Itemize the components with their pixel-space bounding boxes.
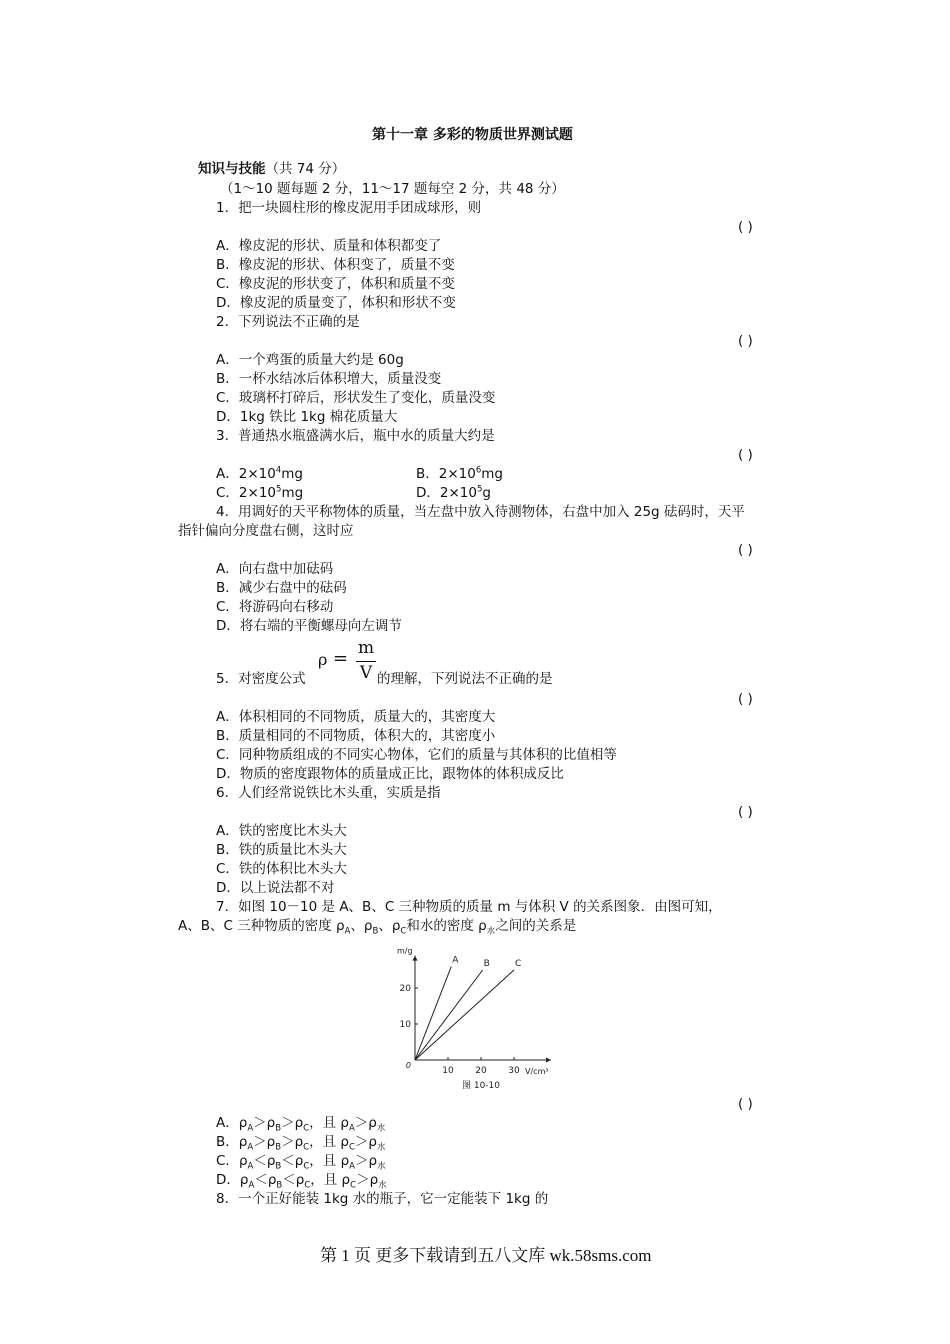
question-4-stem: 4．用调好的天平称物体的质量，当左盘中放入待测物体，右盘中加入 25g 砝码时，天平 (216, 504, 745, 520)
q7c-sub2: B (275, 1161, 282, 1172)
q6-option-c: C．铁的体积比木头大 (216, 861, 347, 877)
q7d-sub1: A (248, 1180, 255, 1191)
question-5-stem-post: 的理解，下列说法不正确的是 (377, 671, 553, 687)
question-4-stem-cont: 指针偏向分度盘右侧，这时应 (178, 523, 354, 539)
q7-sub-water: 水 (486, 926, 496, 937)
q7-option-b (216, 1133, 386, 1152)
q5-option-c: C．同种物质组成的不同实心物体，它们的质量与其体积的比值相等 (216, 747, 617, 763)
section-note: （1～10 题每题 2 分，11～17 题每空 2 分，共 48 分） (220, 181, 565, 197)
q1-option-b: B．橡皮泥的形状、体积变了，质量不变 (216, 257, 455, 273)
q2-option-c: C．玻璃杯打碎后，形状发生了变化，质量没变 (216, 390, 496, 406)
q7a-rho2: ρ (266, 1115, 276, 1131)
density-symbol: ρ (318, 650, 328, 669)
q3-d-unit: g (482, 485, 491, 501)
answer-bracket[interactable]: ( ) (738, 542, 753, 558)
q7d-letter: D． (216, 1172, 240, 1188)
series-label-a: A (452, 955, 459, 966)
q7c-letter: C． (216, 1153, 239, 1169)
x-axis-arrow (546, 1058, 551, 1063)
q7b-sub4: C (348, 1142, 355, 1153)
q7a-rho: ρ (238, 1115, 248, 1131)
q7d-op3: ＞ (356, 1172, 370, 1188)
q7d-rho5: ρ (369, 1172, 379, 1188)
question-7-stem: 7．如图 10－10 是 A、B、C 三种物质的质量 m 与体积 V 的关系图象．由图可知， (216, 899, 722, 915)
q7-sub-b: B (372, 926, 379, 937)
q7a-op3: ＞ (354, 1115, 369, 1131)
q7d-and: ，且 ρ (310, 1172, 351, 1188)
q7-sep-1: 、ρ (350, 918, 373, 934)
q7a-letter: A． (216, 1115, 239, 1131)
q3-a-unit: mg (281, 466, 303, 482)
q7b-rho: ρ (238, 1134, 248, 1150)
q1-option-d: D．橡皮泥的质量变了，体积和形状不变 (216, 295, 456, 311)
section-heading-label: 知识与技能 (198, 161, 266, 177)
q7a-sub2: B (275, 1123, 282, 1134)
series-line-c (415, 970, 514, 1060)
q7b-sub3: C (303, 1142, 310, 1153)
q1-option-a: A．橡皮泥的形状、质量和体积都变了 (216, 238, 442, 254)
question-8-stem: 8．一个正好能装 1kg 水的瓶子，它一定能装下 1kg 的 (216, 1191, 549, 1207)
q7a-and: ，且 ρ (309, 1115, 349, 1131)
q2-option-d: D．1kg 铁比 1kg 棉花质量大 (216, 409, 398, 425)
answer-bracket[interactable]: ( ) (738, 691, 753, 707)
q3-c-base: C．2×10 (216, 485, 277, 501)
q7a-sub4: A (348, 1123, 355, 1134)
answer-bracket[interactable]: ( ) (738, 219, 753, 235)
q3-b-unit: mg (481, 466, 503, 482)
q7-text-2: 和水的密度 ρ (406, 918, 487, 934)
fraction-bar (356, 661, 376, 662)
question-3-stem: 3．普通热水瓶盛满水后，瓶中水的质量大约是 (216, 428, 495, 444)
q7b-op3: ＞ (354, 1134, 369, 1150)
q7-text-1: A、B、C 三种物质的密度 ρ (178, 918, 345, 934)
q4-option-b: B．减少右盘中的砝码 (216, 580, 347, 596)
q7a-op1: ＞ (253, 1115, 267, 1131)
y-axis-arrow (413, 956, 418, 961)
q3-d-base: D．2×10 (416, 485, 477, 501)
equals-sign: = (333, 648, 349, 669)
q4-option-d: D．将右端的平衡螺母向左调节 (216, 618, 402, 634)
q3-option-a (216, 465, 303, 484)
answer-bracket[interactable]: ( ) (738, 1096, 753, 1112)
fraction-denominator: V (359, 663, 373, 683)
q2-option-a: A．一个鸡蛋的质量大约是 60g (216, 352, 404, 368)
q3-a-exp: 4 (275, 465, 282, 476)
q3-b-base: B．2×10 (416, 466, 476, 482)
q7b-sub2: B (275, 1142, 282, 1153)
q7d-rho2: ρ (267, 1172, 277, 1188)
x-tick-label: 30 (508, 1066, 520, 1076)
q7c-sub4: A (349, 1161, 355, 1172)
q7c-op1: ＜ (253, 1153, 267, 1169)
question-2-stem: 2．下列说法不正确的是 (216, 314, 360, 330)
q7d-rho: ρ (239, 1172, 249, 1188)
answer-bracket[interactable]: ( ) (738, 804, 753, 820)
q7c-sub1: A (247, 1161, 254, 1172)
q7a-rho5: ρ (368, 1115, 377, 1131)
q7b-rho3: ρ (294, 1134, 304, 1150)
x-tick-label: 20 (475, 1066, 487, 1076)
q7b-rho5: ρ (368, 1134, 377, 1150)
q1-option-c: C．橡皮泥的形状变了，体积和质量不变 (216, 276, 455, 292)
q3-a-base: A．2×10 (216, 466, 276, 482)
q3-option-d (416, 484, 491, 503)
q4-option-c: C．将游码向右移动 (216, 599, 334, 615)
q7-option-a (216, 1114, 385, 1133)
section-points: （共 74 分） (265, 161, 346, 177)
q7d-sub3: C (304, 1180, 311, 1191)
answer-bracket[interactable]: ( ) (738, 333, 753, 349)
series-label-b: B (483, 959, 490, 969)
answer-bracket[interactable]: ( ) (738, 447, 753, 463)
q7c-op3: ＞ (354, 1153, 369, 1169)
q7b-op1: ＞ (253, 1134, 267, 1150)
q7b-letter: B． (216, 1134, 239, 1150)
y-tick-label: 10 (399, 1020, 411, 1030)
section-heading (198, 160, 345, 179)
q7-sub-a: A (344, 926, 351, 937)
q7d-op1: ＜ (254, 1172, 268, 1188)
q7c-sub3: C (303, 1161, 310, 1172)
q2-option-b: B．一杯水结冰后体积增大，质量没变 (216, 371, 442, 387)
q6-option-d: D．以上说法都不对 (216, 880, 335, 896)
q7b-sub5: 水 (377, 1142, 386, 1153)
q7a-op2: ＞ (281, 1115, 295, 1131)
q3-option-b (416, 465, 503, 484)
q7-sep-2: 、ρ (378, 918, 401, 934)
page-footer: 第 1 页 更多下载请到五八文库 wk.58sms.com (320, 1246, 652, 1265)
y-tick-label: 20 (399, 984, 411, 994)
series-line-b (415, 970, 483, 1060)
q7-sub-c: C (400, 926, 407, 937)
q3-option-c (216, 484, 303, 503)
fraction-numerator: m (357, 638, 375, 658)
q7c-rho5: ρ (368, 1153, 378, 1169)
q5-option-d: D．物质的密度跟物体的质量成正比，跟物体的体积成反比 (216, 766, 564, 782)
origin-label: 0 (405, 1061, 411, 1070)
q7d-op2: ＜ (282, 1172, 296, 1188)
q5-option-a: A．体积相同的不同物质，质量大的，其密度大 (216, 709, 496, 725)
q7c-op2: ＜ (281, 1153, 295, 1169)
q3-b-exp: 6 (475, 465, 482, 476)
q3-c-unit: mg (281, 485, 304, 501)
q7d-sub5: 水 (378, 1180, 387, 1191)
series-label-c: C (515, 959, 522, 969)
question-7-stem-cont (178, 917, 576, 936)
x-tick-label: 10 (442, 1066, 454, 1076)
question-6-stem: 6．人们经常说铁比木头重，实质是指 (216, 785, 441, 801)
q7d-sub2: B (276, 1180, 283, 1191)
figure-caption: 图 10-10 (461, 1081, 501, 1090)
q7a-sub5: 水 (376, 1123, 386, 1134)
y-axis-label: m/g (397, 946, 413, 956)
q7-option-d (216, 1171, 387, 1190)
q7c-and: ，且 ρ (309, 1153, 350, 1169)
x-axis-label: V/cm³ (525, 1067, 549, 1076)
q7c-rho2: ρ (266, 1153, 276, 1169)
q7b-op2: ＞ (281, 1134, 295, 1150)
q7a-sub3: C (303, 1123, 310, 1134)
series-line-a (415, 966, 451, 1060)
q7b-rho2: ρ (266, 1134, 276, 1150)
q7b-and: ，且 ρ (309, 1134, 349, 1150)
q7-option-c (216, 1152, 386, 1171)
q7c-rho: ρ (238, 1153, 248, 1169)
q7d-sub4: C (350, 1180, 357, 1191)
question-5-stem-pre: 5．对密度公式 (216, 671, 306, 687)
question-1-stem: 1．把一块圆柱形的橡皮泥用手团成球形，则 (216, 200, 482, 216)
q5-option-b: B．质量相同的不同物质，体积大的，其密度小 (216, 728, 496, 744)
q7-text-3: 之间的关系是 (495, 918, 577, 934)
q7a-sub1: A (247, 1123, 254, 1134)
q6-option-a: A．铁的密度比木头大 (216, 823, 347, 839)
q7c-rho3: ρ (294, 1153, 304, 1169)
q7a-rho3: ρ (294, 1115, 304, 1131)
mass-volume-chart (395, 940, 565, 1090)
q7c-sub5: 水 (377, 1161, 386, 1172)
q4-option-a: A．向右盘中加砝码 (216, 561, 334, 577)
page-title: 第十一章 多彩的物质世界测试题 (372, 127, 573, 143)
q7d-rho3: ρ (295, 1172, 305, 1188)
q7b-sub1: A (247, 1142, 254, 1153)
q3-d-exp: 5 (476, 484, 483, 495)
q6-option-b: B．铁的质量比木头大 (216, 842, 347, 858)
q3-c-exp: 5 (276, 484, 282, 495)
